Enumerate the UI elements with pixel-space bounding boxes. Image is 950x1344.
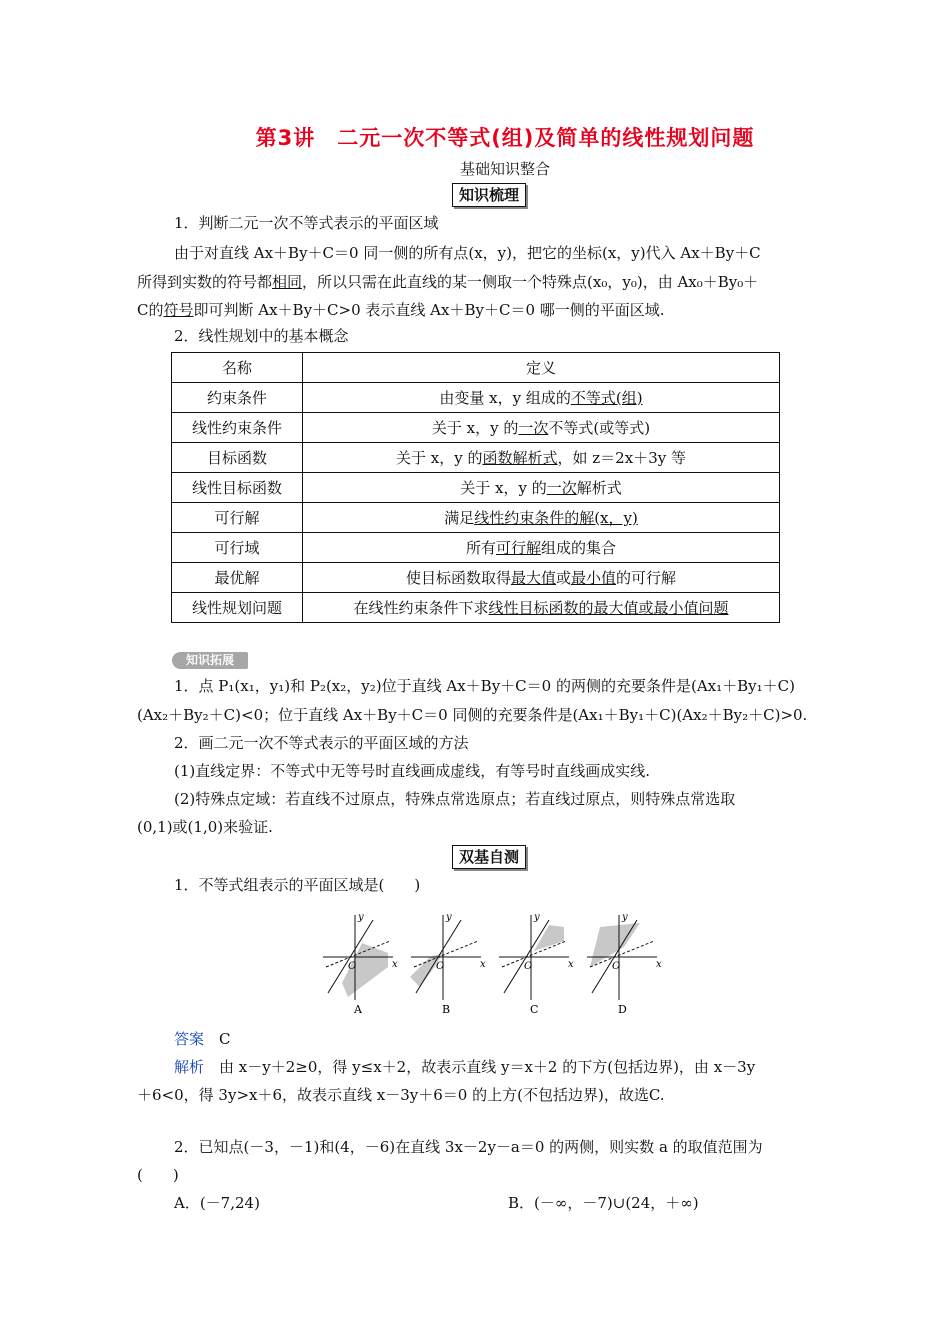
option-graph-b <box>410 912 486 1015</box>
question1-options-figure <box>318 905 678 1015</box>
option-label-d: D <box>618 1003 627 1015</box>
page-subtitle: 基础知识整合 <box>459 160 550 178</box>
extension2-item1: (1)直线定界：不等式中无等号时直线画成虚线，有等号时直线画成实线. <box>174 762 651 780</box>
option-graph-d <box>587 912 662 1015</box>
section-heading-self-test: 双基自测 <box>452 845 526 869</box>
table-header-definition: 定义 <box>303 353 780 383</box>
option-label-c: C <box>530 1003 539 1015</box>
point2-heading: 2．线性规划中的基本概念 <box>174 327 349 345</box>
table-row: 线性规划问题 在线性约束条件下求线性目标函数的最大值或最小值问题 <box>172 593 780 623</box>
origin-label: O <box>348 961 357 972</box>
shaded-region-icon <box>534 925 564 951</box>
table-header-row <box>172 353 780 383</box>
question2-option-b: B．(－∞，－7)∪(24，＋∞) <box>508 1194 699 1212</box>
knowledge-extension-tag: 知识拓展 <box>172 652 248 669</box>
table-row: 最优解 使目标函数取得最大值或最小值的可行解 <box>172 563 780 593</box>
y-axis-label: y <box>622 912 628 923</box>
table-row: 目标函数 关于 x，y 的函数解析式，如 z＝2x＋3y 等 <box>172 443 780 473</box>
page-title: 第3讲 二元一次不等式(组)及简单的线性规划问题 <box>255 126 755 150</box>
y-axis-label: y <box>534 912 540 923</box>
origin-label: O <box>612 961 621 972</box>
question2-line1: 2．已知点(－3，－1)和(4，－6)在直线 3x－2y－a＝0 的两侧，则实数 a 的取值范围为 <box>174 1138 763 1156</box>
origin-label: O <box>436 961 445 972</box>
question2-option-a: A．(－7,24) <box>174 1194 260 1212</box>
extension1-line1: 1．点 P₁(x₁，y₁)和 P₂(x₂，y₂)位于直线 Ax＋By＋C＝0 的两侧的充要条件是(Ax₁＋By₁＋C) <box>174 677 795 695</box>
extension2-heading: 2．画二元一次不等式表示的平面区域的方法 <box>174 734 469 752</box>
extension2-item2-line1: (2)特殊点定域：若直线不过原点，特殊点常选原点；若直线过原点，则特殊点常选取 <box>174 790 736 808</box>
option-label-b: B <box>442 1003 451 1015</box>
question1-solution-line2: ＋6<0，得 3y>x＋6，故表示直线 x－3y＋6＝0 的上方(不包括边界)，故选C. <box>137 1086 665 1104</box>
extension2-item2-line2: (0,1)或(1,0)来验证. <box>137 818 273 836</box>
option-graph-a <box>323 912 398 1015</box>
section-heading-knowledge: 知识梳理 <box>452 183 526 207</box>
extension1-line2: (Ax₂＋By₂＋C)<0；位于直线 Ax＋By＋C＝0 同侧的充要条件是(Ax₁＋By₁＋C)(Ax₂＋By₂＋C)>0. <box>137 706 808 724</box>
point1-line3: C的符号即可判断 Ax＋By＋C>0 表示直线 Ax＋By＋C＝0 哪一侧的平面区域. <box>137 301 665 319</box>
table-row: 约束条件 由变量 x，y 组成的不等式(组) <box>172 383 780 413</box>
y-axis-label: y <box>446 912 452 923</box>
point1-line2: 所得到实数的符号都相同，所以只需在此直线的某一侧取一个特殊点(x₀，y₀)，由 Ax₀＋By₀＋ <box>137 273 759 291</box>
table-header-name: 名称 <box>172 353 303 383</box>
option-label-a: A <box>354 1003 362 1015</box>
x-axis-label: x <box>480 959 486 970</box>
concept-table <box>171 352 780 623</box>
table-row: 线性约束条件 关于 x，y 的一次不等式(或等式) <box>172 413 780 443</box>
point1-line1: 由于对直线 Ax＋By＋C＝0 同一侧的所有点(x，y)，把它的坐标(x，y)代入 Ax＋By＋C <box>174 244 761 262</box>
option-graph-c <box>499 912 574 1015</box>
question2-line2: ( ) <box>137 1166 179 1184</box>
x-axis-label: x <box>392 959 398 970</box>
x-axis-label: x <box>656 959 662 970</box>
point1-heading: 1．判断二元一次不等式表示的平面区域 <box>174 214 439 232</box>
question1-solution-line1: 解析 由 x－y＋2≥0，得 y≤x＋2，故表示直线 y＝x＋2 的下方(包括边界)，由 x－3y <box>174 1058 756 1076</box>
table-row: 线性目标函数 关于 x，y 的一次解析式 <box>172 473 780 503</box>
y-axis-label: y <box>358 912 364 923</box>
table-row: 可行域 所有可行解组成的集合 <box>172 533 780 563</box>
question1-text: 1．不等式组表示的平面区域是( ) <box>174 876 421 894</box>
x-axis-label: x <box>568 959 574 970</box>
question1-answer: 答案 C <box>174 1030 231 1048</box>
origin-label: O <box>524 961 533 972</box>
table-row: 可行解 满足线性约束条件的解(x，y) <box>172 503 780 533</box>
